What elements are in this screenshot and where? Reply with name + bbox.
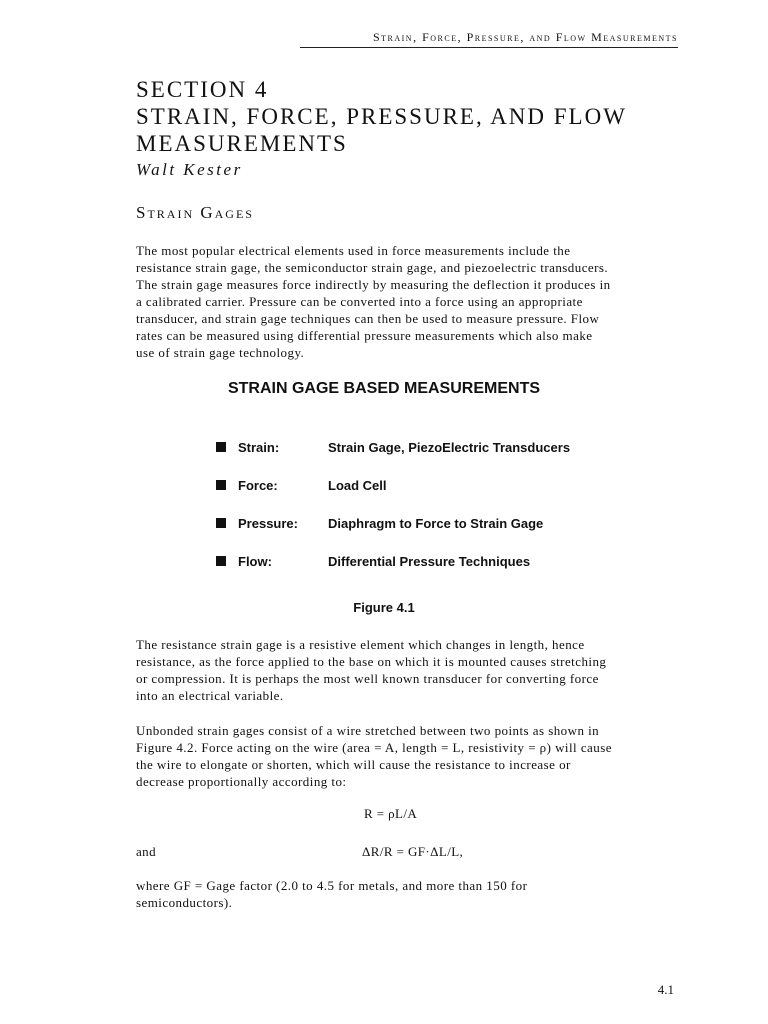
equation-resistance: R = ρL/A bbox=[364, 806, 418, 821]
section-title-line-1: STRAIN, FORCE, PRESSURE, AND FLOW bbox=[136, 104, 627, 129]
square-bullet-icon bbox=[216, 518, 226, 528]
list-item bbox=[216, 554, 616, 592]
section-heading bbox=[136, 76, 696, 181]
list-description: Load Cell bbox=[328, 478, 387, 493]
paragraph-unbonded bbox=[136, 722, 676, 790]
list-term: Strain: bbox=[238, 440, 280, 455]
square-bullet-icon bbox=[216, 480, 226, 490]
list-description: Differential Pressure Techniques bbox=[328, 554, 531, 569]
author: Walt Kester bbox=[136, 160, 243, 179]
paragraph-intro bbox=[136, 242, 676, 361]
subsection-heading: Strain Gages bbox=[136, 203, 254, 222]
figure-caption: Figure 4.1 bbox=[353, 600, 415, 615]
square-bullet-icon bbox=[216, 442, 226, 452]
list-description: Strain Gage, PiezoElectric Transducers bbox=[328, 440, 571, 455]
figure-title: STRAIN GAGE BASED MEASUREMENTS bbox=[227, 380, 541, 397]
section-title-line-2: MEASUREMENTS bbox=[136, 131, 348, 156]
text-line: decrease proportionally according to: bbox=[136, 774, 347, 789]
list-term: Pressure: bbox=[238, 516, 298, 531]
section-number: SECTION 4 bbox=[136, 77, 269, 102]
text-line: rates can be measured using differential pressure measurements which also make bbox=[136, 328, 593, 343]
page-number: 4.1 bbox=[657, 982, 674, 997]
paragraph-resistance bbox=[136, 636, 676, 704]
text-line: resistance, as the force applied to the base on which it is mounted causes stretching bbox=[136, 654, 607, 669]
text-line: transducer, and strain gage techniques can then be used to measure pressure. Flow bbox=[136, 311, 600, 326]
text-line: semiconductors). bbox=[136, 895, 233, 910]
figure-list bbox=[216, 440, 616, 592]
list-term: Force: bbox=[238, 478, 278, 493]
text-line: a calibrated carrier. Pressure can be converted into a force using an appropriate bbox=[136, 294, 583, 309]
list-item bbox=[216, 440, 616, 478]
text-line: resistance strain gage, the semiconductor strain gage, and piezoelectric transducers. bbox=[136, 260, 609, 275]
text-line: the wire to elongate or shorten, which will cause the resistance to increase or bbox=[136, 757, 571, 772]
list-description: Diaphragm to Force to Strain Gage bbox=[328, 516, 544, 531]
text-line: where GF = Gage factor (2.0 to 4.5 for metals, and more than 150 for bbox=[136, 878, 528, 893]
running-header: Strain, Force, Pressure, and Flow Measurements bbox=[372, 30, 678, 44]
equation-connector: and bbox=[136, 844, 156, 859]
text-line: or compression. It is perhaps the most well known transducer for converting force bbox=[136, 671, 599, 686]
text-line: into an electrical variable. bbox=[136, 688, 284, 703]
list-item bbox=[216, 516, 616, 554]
list-term: Flow: bbox=[238, 554, 272, 569]
text-line: Figure 4.2. Force acting on the wire (area = A, length = L, resistivity = ρ) will cause bbox=[136, 740, 612, 755]
text-line: The resistance strain gage is a resistive element which changes in length, hence bbox=[136, 637, 585, 652]
header-rule bbox=[300, 47, 678, 48]
text-line: Unbonded strain gages consist of a wire stretched between two points as shown in bbox=[136, 723, 600, 738]
text-line: use of strain gage technology. bbox=[136, 345, 305, 360]
square-bullet-icon bbox=[216, 556, 226, 566]
paragraph-gage-factor bbox=[136, 877, 676, 911]
text-line: The strain gage measures force indirectly by measuring the deflection it produces in bbox=[136, 277, 611, 292]
text-line: The most popular electrical elements used in force measurements include the bbox=[136, 243, 571, 258]
equation-gage-factor: ΔR/R = GF·ΔL/L, bbox=[362, 844, 464, 859]
list-item bbox=[216, 478, 616, 516]
